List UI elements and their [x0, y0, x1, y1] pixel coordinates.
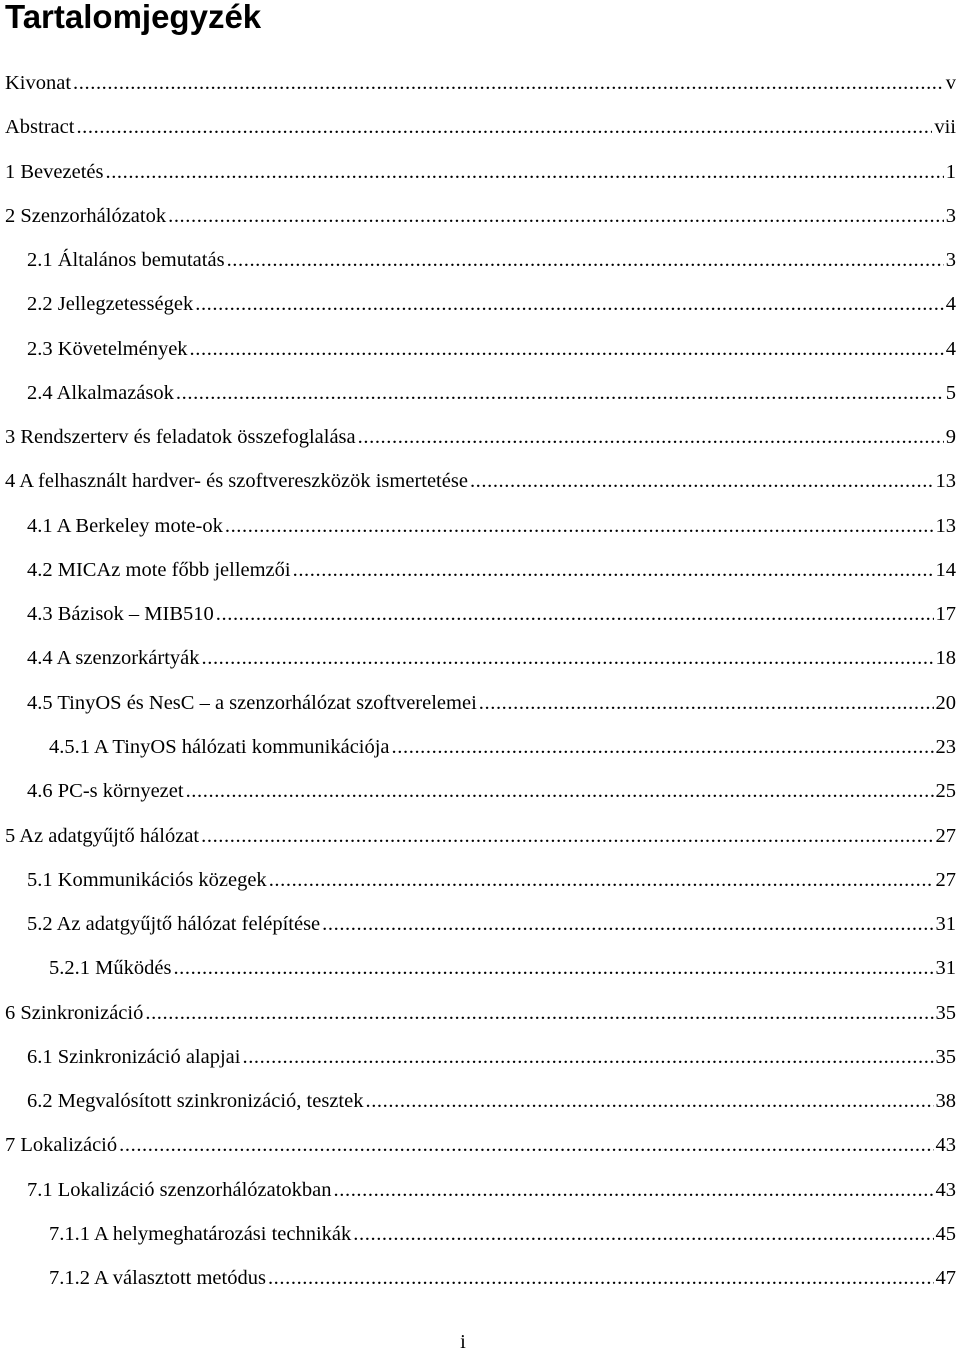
- toc-entry-label: 2.2 Jellegzetességek: [27, 293, 194, 316]
- toc-entry[interactable]: [0, 61, 960, 105]
- toc-entry-label: 7.1.1 A helymeghatározási technikák: [49, 1222, 352, 1245]
- toc-entry[interactable]: [0, 150, 960, 194]
- toc-entry-page: 27: [935, 824, 956, 847]
- dot-leader: [322, 902, 933, 946]
- toc-entry[interactable]: [0, 946, 960, 990]
- toc-entry[interactable]: [0, 282, 960, 326]
- toc-entry-label: 2 Szenzorhálózatok: [5, 204, 167, 227]
- toc-entry[interactable]: [0, 504, 960, 548]
- dot-leader: [105, 150, 943, 194]
- toc-list: [0, 61, 960, 1300]
- toc-entry[interactable]: [0, 681, 960, 725]
- toc-entry-page: 43: [935, 1178, 956, 1201]
- toc-entry[interactable]: [0, 991, 960, 1035]
- toc-entry-label: 4.5 TinyOS és NesC – a szenzorhálózat szoftverelemei: [27, 691, 477, 714]
- dot-leader: [479, 681, 934, 725]
- toc-entry-page: 13: [935, 514, 956, 537]
- toc-entry-page: 20: [935, 691, 956, 714]
- dot-leader: [145, 991, 933, 1035]
- toc-entry[interactable]: [0, 327, 960, 371]
- dot-leader: [334, 1168, 934, 1212]
- toc-entry-label: 3 Rendszerterv és feladatok összefoglalása: [5, 426, 356, 449]
- toc-entry-label: 5.2 Az adatgyűjtő hálózat felépítése: [27, 913, 321, 936]
- toc-entry[interactable]: [0, 1256, 960, 1300]
- toc-entry-label: 6 Szinkronizáció: [5, 1001, 144, 1024]
- toc-entry-page: 38: [935, 1090, 956, 1113]
- toc-entry-page: 43: [935, 1134, 956, 1157]
- toc-entry-label: 7.1 Lokalizáció szenzorhálózatokban: [27, 1178, 332, 1201]
- dot-leader: [225, 504, 934, 548]
- dot-leader: [358, 415, 944, 459]
- toc-entry-label: 2.3 Követelmények: [27, 337, 188, 360]
- dot-leader: [195, 282, 944, 326]
- dot-leader: [353, 1212, 933, 1256]
- toc-entry-label: 4.1 A Berkeley mote-ok: [27, 514, 223, 537]
- toc-entry[interactable]: [0, 636, 960, 680]
- toc-entry[interactable]: [0, 548, 960, 592]
- toc-entry-label: 7 Lokalizáció: [5, 1134, 118, 1157]
- toc-entry[interactable]: [0, 1212, 960, 1256]
- toc-entry-page: 31: [935, 957, 956, 980]
- toc-entry-page: 18: [935, 647, 956, 670]
- toc-entry-label: 5.2.1 Működés: [49, 957, 172, 980]
- toc-entry-page: 5: [945, 381, 956, 404]
- toc-entry[interactable]: [0, 592, 960, 636]
- toc-entry[interactable]: [0, 725, 960, 769]
- toc-entry[interactable]: [0, 459, 960, 503]
- toc-entry[interactable]: [0, 858, 960, 902]
- toc-entry[interactable]: [0, 371, 960, 415]
- toc-entry-label: 2.4 Alkalmazások: [27, 381, 174, 404]
- toc-entry-page: 1: [945, 160, 956, 183]
- toc-entry-page: 14: [935, 558, 956, 581]
- toc-entry-label: 4 A felhasznált hardver- és szoftvereszközök ismertetése: [5, 470, 468, 493]
- page-number: i: [460, 1331, 466, 1353]
- dot-leader: [190, 327, 944, 371]
- toc-entry-page: 35: [935, 1001, 956, 1024]
- dot-leader: [119, 1123, 933, 1167]
- toc-entry[interactable]: [0, 1035, 960, 1079]
- toc-entry-page: 23: [935, 735, 956, 758]
- toc-entry-page: v: [945, 72, 956, 94]
- toc-entry-page: 4: [945, 337, 956, 360]
- dot-leader: [293, 548, 934, 592]
- dot-leader: [202, 636, 934, 680]
- toc-entry[interactable]: [0, 769, 960, 813]
- dot-leader: [269, 858, 934, 902]
- toc-entry[interactable]: [0, 1079, 960, 1123]
- toc-entry-label: 4.2 MICAz mote főbb jellemzői: [27, 558, 291, 581]
- toc-entry-page: 4: [945, 293, 956, 316]
- toc-entry[interactable]: [0, 902, 960, 946]
- toc-entry-label: 4.5.1 A TinyOS hálózati kommunikációja: [49, 735, 390, 758]
- toc-entry-page: vii: [934, 116, 956, 139]
- toc-entry-label: Kivonat: [5, 72, 72, 94]
- toc-entry-label: 6.2 Megvalósított szinkronizáció, tesztek: [27, 1090, 364, 1113]
- toc-entry-page: 3: [945, 204, 956, 227]
- dot-leader: [168, 194, 944, 238]
- toc-entry-label: 6.1 Szinkronizáció alapjai: [27, 1045, 241, 1068]
- toc-entry-label: 4.6 PC-s környezet: [27, 780, 184, 803]
- toc-entry-page: 3: [945, 249, 956, 272]
- toc-entry-label: 5.1 Kommunikációs közegek: [27, 868, 267, 891]
- toc-entry[interactable]: [0, 238, 960, 282]
- toc-entry-label: 1 Bevezetés: [5, 160, 104, 183]
- toc-entry-page: 35: [935, 1045, 956, 1068]
- toc-entry-page: 25: [935, 780, 956, 803]
- dot-leader: [173, 946, 933, 990]
- toc-entry[interactable]: [0, 415, 960, 459]
- dot-leader: [73, 61, 944, 105]
- toc-entry-page: 13: [935, 470, 956, 493]
- dot-leader: [268, 1256, 934, 1300]
- dot-leader: [470, 459, 934, 503]
- dot-leader: [227, 238, 944, 282]
- toc-entry-page: 45: [935, 1222, 956, 1245]
- toc-entry[interactable]: [0, 194, 960, 238]
- toc-entry-label: 2.1 Általános bemutatás: [27, 249, 225, 272]
- toc-title: Tartalomjegyzék: [5, 0, 262, 35]
- dot-leader: [201, 814, 933, 858]
- toc-entry-page: 31: [935, 913, 956, 936]
- toc-entry-page: 17: [935, 603, 956, 626]
- toc-entry-page: 27: [935, 868, 956, 891]
- toc-entry-label: Abstract: [5, 116, 75, 139]
- toc-entry[interactable]: [0, 105, 960, 149]
- toc-entry[interactable]: [0, 1168, 960, 1212]
- toc-entry-label: 4.4 A szenzorkártyák: [27, 647, 200, 670]
- toc-entry-label: 5 Az adatgyűjtő hálózat: [5, 824, 200, 847]
- dot-leader: [76, 105, 932, 149]
- dot-leader: [392, 725, 934, 769]
- dot-leader: [176, 371, 944, 415]
- toc-entry[interactable]: [0, 1123, 960, 1167]
- toc-entry[interactable]: [0, 814, 960, 858]
- dot-leader: [216, 592, 934, 636]
- dot-leader: [186, 769, 934, 813]
- toc-entry-page: 9: [945, 426, 956, 449]
- toc-entry-page: 47: [935, 1267, 956, 1290]
- toc-entry-label: 4.3 Bázisok – MIB510: [27, 603, 214, 626]
- toc-entry-label: 7.1.2 A választott metódus: [49, 1267, 266, 1290]
- dot-leader: [242, 1035, 933, 1079]
- dot-leader: [365, 1079, 933, 1123]
